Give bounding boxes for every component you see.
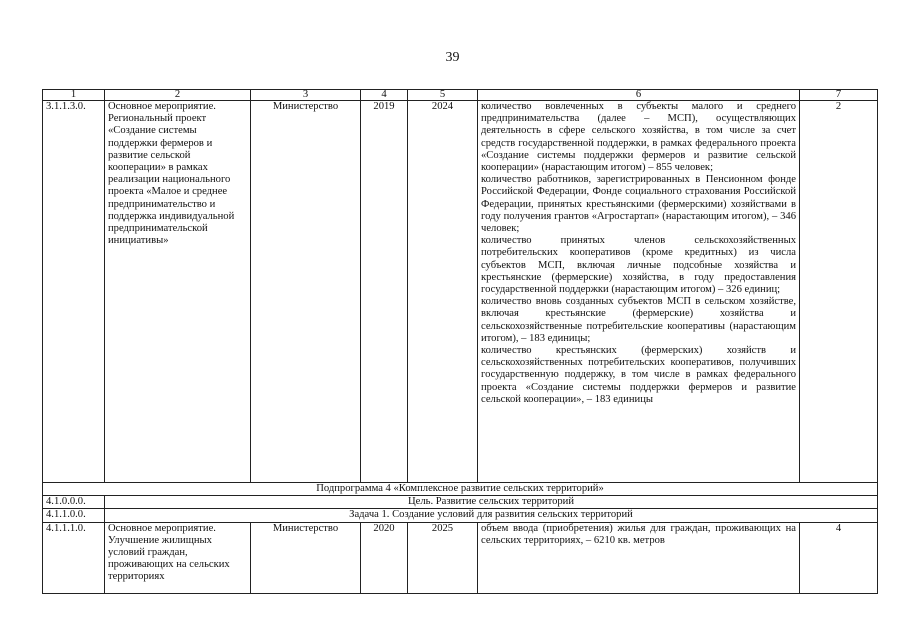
reference-number: 2 [800, 101, 878, 483]
indicator-text: количество работников, зарегистрированных в Пенсионном фонде Российской Федерации, Фонде социального страхования Российской Федерации, принятых крестьянскими (фермерскими) хозяйствами в году получения грантов «Агростартап» (нарастающим итогом), – 346 человек; [481, 174, 796, 235]
table-row [43, 101, 878, 483]
page-number: 39 [445, 50, 460, 65]
task-row [43, 509, 878, 522]
indicator-text: объем ввода (приобретения) жилья для граждан, проживающих на сельских территориях, – 6210 кв. метров [481, 522, 796, 546]
subprogram-row [43, 483, 878, 496]
reference-number: 4 [800, 522, 878, 593]
column-number: 1 [43, 90, 105, 101]
column-number: 3 [251, 90, 361, 101]
table-row [43, 522, 878, 593]
indicator-text: количество принятых членов сельскохозяйственных потребительских кооперативов (кроме кредитных) из числа субъектов МСП, включая личные подсобные хозяйства и крестьянские (фермерские) хозяйства, в году предоставления государственной поддержки (нарастающим итогом) – 326 единиц; [481, 235, 796, 296]
indicator-text: количество крестьянских (фермерских) хозяйств и сельскохозяйственных потребительских кооперативов, получивших государственную поддержку, в том числе в рамках федерального проекта «Создание системы поддержки фермеров и развитие сельской кооперации», – 183 единицы [481, 345, 796, 405]
goal-row [43, 496, 878, 509]
row-code: 4.1.1.1.0. [43, 522, 105, 593]
column-numbers-row [43, 90, 878, 101]
indicator-text: количество вновь созданных субъектов МСП в сельском хозяйстве, включая крестьянские (фермерские) хозяйства и сельскохозяйственные потребительские кооперативы (нарастающим итогом), – 183 единицы; [481, 296, 796, 344]
goal-title: Цель. Развитие сельских территорий [105, 496, 878, 509]
subprogram-title: Подпрограмма 4 «Комплексное развитие сельских территорий» [43, 483, 878, 496]
executor: Министерство [251, 522, 361, 593]
column-number: 6 [478, 90, 800, 101]
measure-name: Основное мероприятие. Региональный проект «Создание системы поддержки фермеров и развитие сельской кооперации» в рамках реализации национального проекта «Малое и среднее предпринимательство и поддержка индивидуальной предпринимательской инициативы» [105, 101, 251, 483]
task-title: Задача 1. Создание условий для развития сельских территорий [105, 509, 878, 522]
row-code: 4.1.0.0.0. [43, 496, 105, 509]
measure-name: Основное мероприятие. Улучшение жилищных условий граждан, проживающих на сельских территориях [105, 522, 251, 593]
start-year: 2019 [361, 101, 408, 483]
executor: Министерство [251, 101, 361, 483]
indicator-text: количество вовлеченных в субъекты малого и среднего предпринимательства (далее – МСП), осуществляющих деятельность в сфере сельского хозяйства, в том числе за счет средств государственной поддержки, в рамках федерального проекта «Создание системы поддержки фермеров и развитие сельской кооперации» (нарастающим итогом) – 855 человек; [481, 101, 796, 174]
start-year: 2020 [361, 522, 408, 593]
measures-table [42, 89, 878, 594]
end-year: 2025 [408, 522, 478, 593]
column-number: 2 [105, 90, 251, 101]
column-number: 7 [800, 90, 878, 101]
indicators-cell [478, 522, 800, 593]
indicators-cell [478, 101, 800, 483]
column-number: 4 [361, 90, 408, 101]
row-code: 3.1.1.3.0. [43, 101, 105, 483]
row-code: 4.1.1.0.0. [43, 509, 105, 522]
column-number: 5 [408, 90, 478, 101]
end-year: 2024 [408, 101, 478, 483]
